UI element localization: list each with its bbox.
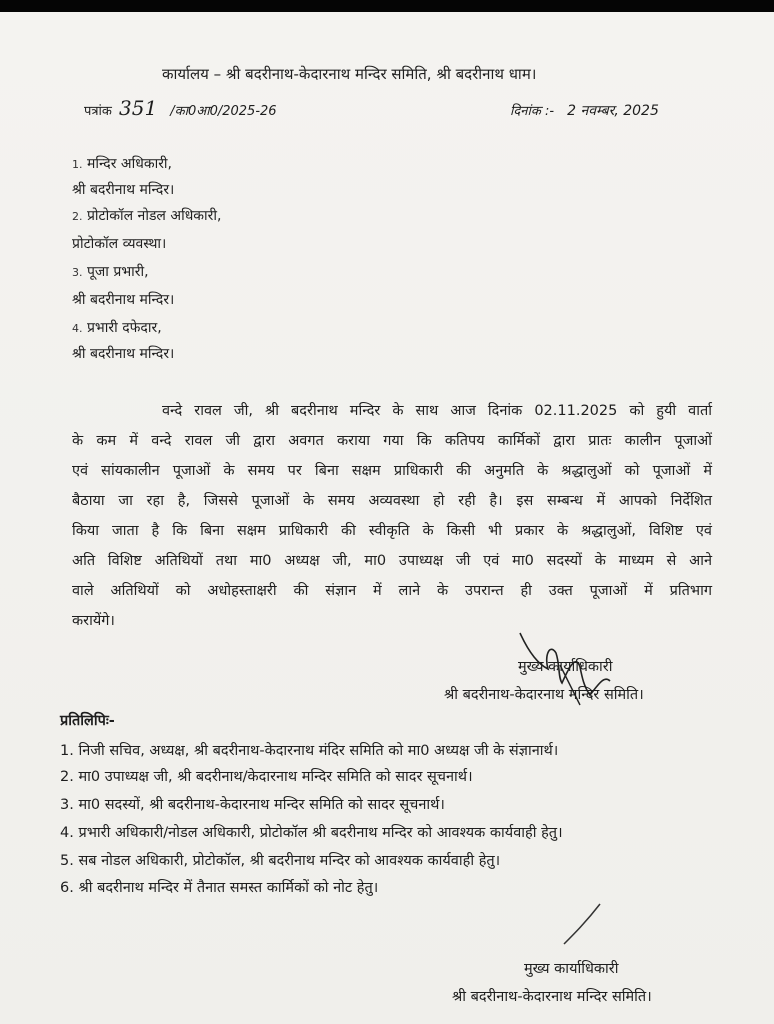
ref-number: 351 <box>119 96 158 120</box>
ref-suffix: /का0आ0/2025-26 <box>170 104 277 119</box>
signature-scribble-bottom <box>560 900 620 950</box>
addressee-4-line1: 4. प्रभारी दफेदार, <box>72 320 162 336</box>
top-black-band <box>0 0 774 12</box>
body-line-4: बैठाया जा रहा है, जिससे पूजाओं के समय अव्यवस्था हो रही है। इस सम्बन्ध में आपको निर्देशित <box>72 493 712 509</box>
addressee-3-line1: 3. पूजा प्रभारी, <box>72 264 149 280</box>
addressee-3-line2: श्री बदरीनाथ मन्दिर। <box>72 292 175 308</box>
copy-item-3: 3. मा0 सदस्यों, श्री बदरीनाथ-केदारनाथ मन्दिर समिति को सादर सूचनार्थ। <box>60 797 445 813</box>
ref-label: पत्रांक <box>84 104 112 119</box>
addressee-4-line2: श्री बदरीनाथ मन्दिर। <box>72 346 175 362</box>
addressee-marker: 3. <box>72 266 83 279</box>
signature-top-org: श्री बदरीनाथ-केदारनाथ मन्दिर समिति। <box>444 687 644 703</box>
copy-item-2: 2. मा0 उपाध्यक्ष जी, श्री बदरीनाथ/केदारनाथ मन्दिर समिति को सादर सूचनार्थ। <box>60 769 473 785</box>
addressee-2-line2: प्रोटोकॉल व्यवस्था। <box>72 236 167 252</box>
signature-bottom-title: मुख्य कार्याधिकारी <box>524 961 619 977</box>
date-label: दिनांक :- <box>510 104 555 119</box>
copy-heading: प्रतिलिपिः- <box>60 713 115 729</box>
date-value: 2 नवम्बर, 2025 <box>567 103 659 119</box>
copy-item-6: 6. श्री बदरीनाथ मन्दिर में तैनात समस्त कार्मिकों को नोट हेतु। <box>60 880 379 896</box>
addressee-1-line1: 1. मन्दिर अधिकारी, <box>72 156 172 172</box>
signature-bottom-org: श्री बदरीनाथ-केदारनाथ मन्दिर समिति। <box>452 989 652 1005</box>
signature-top-title: मुख्य कार्याधिकारी <box>518 659 613 675</box>
copy-item-5: 5. सब नोडल अधिकारी, प्रोटोकॉल, श्री बदरीनाथ मन्दिर को आवश्यक कार्यवाही हेतु। <box>60 853 501 869</box>
body-line-2: के कम में वन्दे रावल जी द्वारा अवगत कराया गया कि कतिपय कार्मिकों द्वारा प्रातः कालीन पूजाओं <box>72 433 712 449</box>
body-line-7: वाले अतिथियों को अधोहस्ताक्षरी की संज्ञान में लाने के उपरान्त ही उक्त पूजाओं में प्रतिभाग <box>72 583 712 599</box>
copy-item-4: 4. प्रभारी अधिकारी/नोडल अधिकारी, प्रोटोकॉल श्री बदरीनाथ मन्दिर को आवश्यक कार्यवाही हेतु। <box>60 825 563 841</box>
copy-item-1: 1. निजी सचिव, अध्यक्ष, श्री बदरीनाथ-केदारनाथ मंदिर समिति को मा0 अध्यक्ष जी के संज्ञानार्थ। <box>60 743 559 759</box>
body-line-6: अति विशिष्ट अतिथियों तथा मा0 अध्यक्ष जी, मा0 उपाध्यक्ष जी एवं मा0 सदस्यों के माध्यम से आने <box>72 553 712 569</box>
reference-line <box>84 96 277 120</box>
addressee-marker: 4. <box>72 322 83 335</box>
body-line-8: करायेंगे। <box>72 613 115 629</box>
addressee-1-line2: श्री बदरीनाथ मन्दिर। <box>72 182 175 198</box>
body-line-5: किया जाता है कि बिना सक्षम प्राधिकारी की स्वीकृति के किसी भी प्रकार के श्रद्धालुओं, विशिष्ट एवं <box>72 523 712 539</box>
addressee-2-line1: 2. प्रोटोकॉल नोडल अधिकारी, <box>72 208 222 224</box>
office-heading: कार्यालय – श्री बदरीनाथ-केदारनाथ मन्दिर समिति, श्री बदरीनाथ धाम। <box>162 65 537 83</box>
body-line-3: एवं सांयकालीन पूजाओं के समय पर बिना सक्षम प्राधिकारी की अनुमति के श्रद्धालुओं को पूजाओं में <box>72 463 712 479</box>
date-line <box>510 100 659 120</box>
addressee-marker: 1. <box>72 158 83 171</box>
addressee-marker: 2. <box>72 210 83 223</box>
body-line-1: वन्दे रावल जी, श्री बदरीनाथ मन्दिर के साथ आज दिनांक 02.11.2025 को हुयी वार्ता <box>162 403 712 419</box>
